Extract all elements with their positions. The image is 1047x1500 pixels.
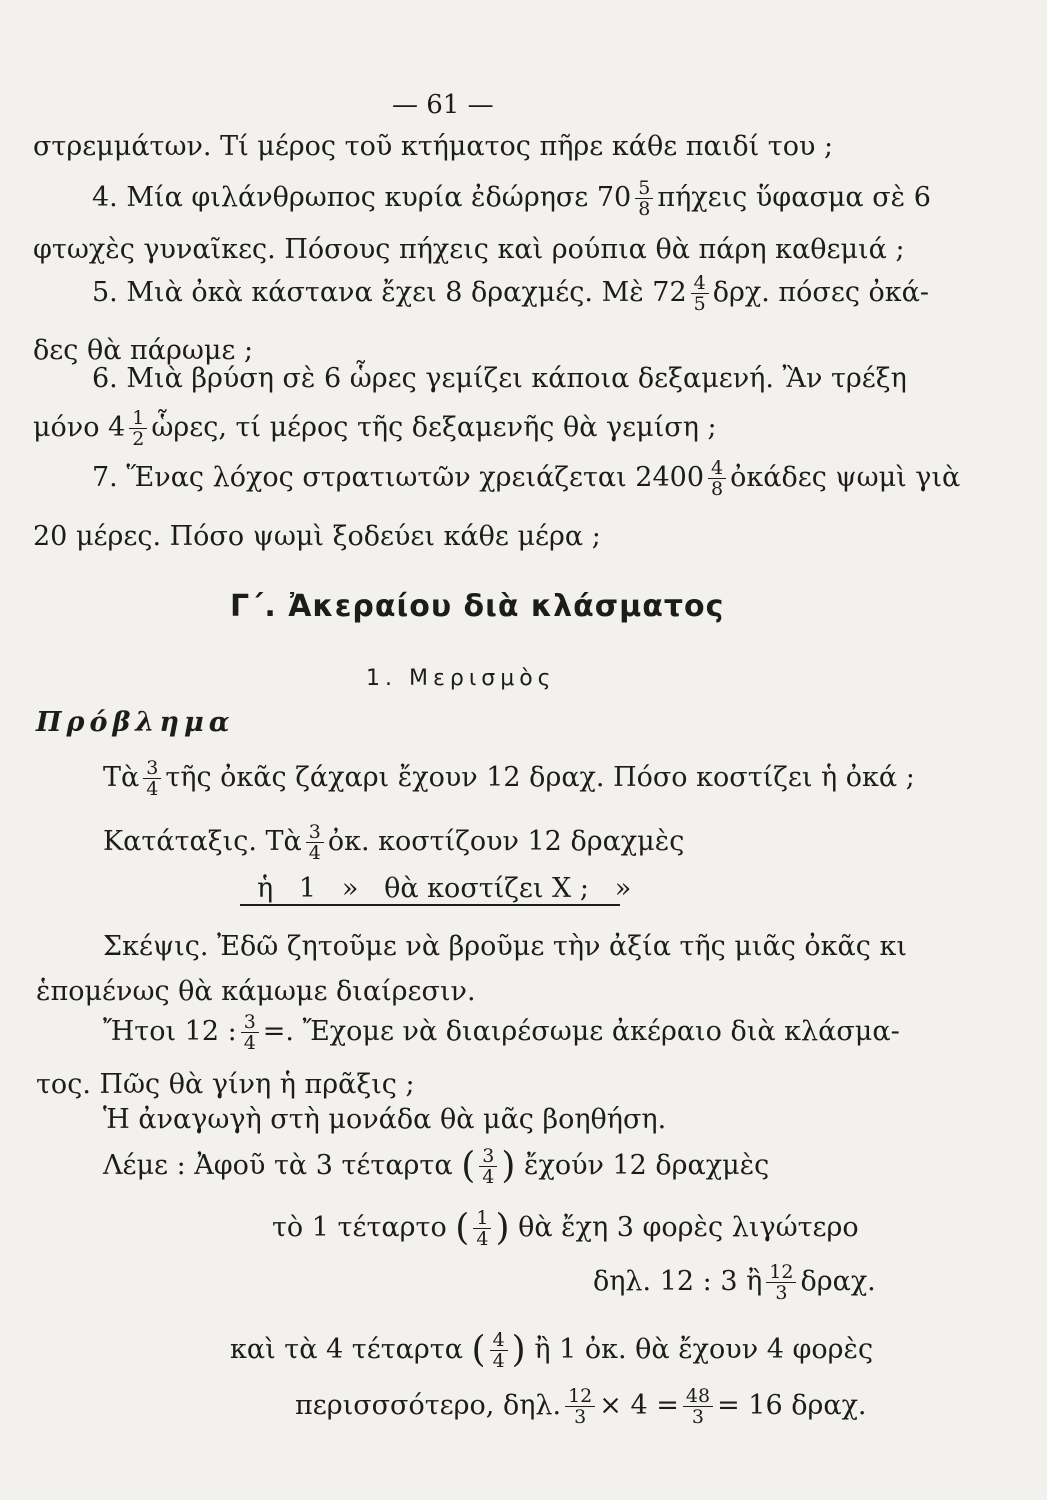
fraction-denominator: 8: [638, 198, 651, 220]
exercise-5-text: 5. Μιὰ ὀκὰ κάστανα ἔχει 8 δραχμές. Μὲ 72: [92, 277, 687, 308]
fraction-denominator: 4: [243, 1032, 256, 1054]
fraction-numerator: 3: [306, 822, 324, 843]
fraction: [306, 822, 324, 863]
step-line-5: [295, 1386, 867, 1427]
fraction-numerator: 4: [691, 273, 709, 294]
exercise-5-text: δρχ. πόσες ὀκά-: [712, 277, 930, 308]
fraction-numerator: 12: [766, 1262, 796, 1283]
fraction: [490, 1330, 508, 1371]
fraction: [143, 758, 161, 799]
fraction-numerator: 3: [241, 1012, 259, 1033]
fraction-denominator: 2: [132, 428, 145, 450]
classification-text: Κατάταξις. Τὰ: [103, 826, 302, 857]
classification-text: ὀκ. κοστίζουν 12 δραχμὲς: [327, 826, 685, 857]
reasoning-line-1: Σκέψις. Ἐδῶ ζητοῦμε νὰ βροῦμε τὴν ἀξία τῆς μιᾶς ὀκᾶς κι: [103, 931, 907, 962]
fraction: [691, 273, 709, 314]
fraction: [683, 1386, 713, 1427]
fraction: [766, 1262, 796, 1303]
fraction-numerator: 12: [565, 1386, 595, 1407]
step-text: = 16 δραχ.: [717, 1390, 867, 1421]
left-paren: (: [455, 1207, 470, 1249]
step-line-2: [272, 1208, 859, 1249]
exercise-4-text: 4. Μία φιλάνθρωπος κυρία ἐδώρησε 70: [92, 182, 632, 213]
step-text: περισσσότερο, δηλ.: [295, 1390, 562, 1421]
exercise-4-continued: φτωχὲς γυναῖκες. Πόσους πήχεις καὶ ρούπια θὰ πάρη καθεμιά ;: [33, 234, 905, 265]
fraction-denominator: 3: [691, 1406, 705, 1428]
exercise-6-text: ὧρες, τί μέρος τῆς δεξαμενῆς θὰ γεμίση ;: [151, 412, 717, 443]
left-paren: (: [471, 1329, 486, 1371]
step-line-3: [593, 1262, 876, 1303]
fraction-denominator: 4: [146, 778, 159, 800]
division-line: [103, 1012, 900, 1053]
step-text: Λέμε : Ἀφοῦ τὰ 3 τέταρτα: [103, 1150, 453, 1181]
fraction-denominator: 4: [482, 1166, 495, 1188]
step-text: ἔχούν 12 δραχμὲς: [523, 1150, 770, 1181]
step-text: καὶ τὰ 4 τέταρτα: [230, 1334, 463, 1365]
exercise-7-continued: 20 μέρες. Πόσο ψωμὶ ξοδεύει κάθε μέρα ;: [33, 521, 601, 552]
reduction-line: Ἡ ἀναγωγὴ στὴ μονάδα θὰ μᾶς βοηθήση.: [103, 1104, 667, 1135]
step-line-4: [230, 1330, 873, 1371]
fraction: [708, 458, 726, 499]
section-heading: Γ΄. Ἀκεραίου διὰ κλάσματος: [230, 589, 725, 624]
problem-label: Πρόβλημα: [36, 707, 235, 738]
step-text: × 4 =: [599, 1390, 679, 1421]
right-paren: ): [501, 1145, 516, 1187]
problem-text: Τὰ: [103, 762, 140, 793]
exercise-7: [92, 458, 960, 499]
fraction: [479, 1146, 497, 1187]
exercise-6-text: μόνο 4: [33, 412, 126, 443]
exercise-7-text: 7. Ἕνας λόχος στρατιωτῶν χρειάζεται 2400: [92, 462, 704, 493]
fraction-denominator: 4: [476, 1228, 489, 1250]
step-text: τὸ 1 τέταρτο: [272, 1212, 447, 1243]
exercise-5: [92, 273, 929, 314]
fraction-numerator: 1: [129, 408, 147, 429]
step-line-1: [103, 1146, 769, 1187]
page-number: — 61 —: [392, 90, 494, 120]
division-text: Ἤτοι 12 :: [103, 1016, 237, 1047]
exercise-text-line: στρεμμάτων. Τί μέρος τοῦ κτήματος πῆρε κάθε παιδί του ;: [33, 131, 834, 162]
exercise-4-text: πήχεις ὕφασμα σὲ 6: [657, 182, 931, 213]
fraction-numerator: 48: [683, 1386, 713, 1407]
right-paren: ): [511, 1329, 526, 1371]
fraction: [473, 1208, 491, 1249]
exercise-4: [92, 178, 931, 219]
exercise-5-continued: δες θὰ πάρωμε ;: [33, 335, 254, 366]
fraction-numerator: 4: [490, 1330, 508, 1351]
section-subheading: 1. Μερισμὸς: [366, 666, 556, 691]
division-line-continued: τος. Πῶς θὰ γίνη ἡ πρᾶξις ;: [36, 1069, 415, 1100]
fraction-denominator: 4: [308, 842, 321, 864]
step-text: δραχ.: [800, 1266, 876, 1297]
division-text: =. Ἔχομε νὰ διαιρέσωμε ἀκέραιο διὰ κλάσμα-: [262, 1016, 900, 1047]
exercise-6: 6. Μιὰ βρύση σὲ 6 ὧρες γεμίζει κάποια δεξαμενή. Ἂν τρέξη: [92, 363, 907, 394]
fraction-denominator: 3: [574, 1406, 587, 1428]
step-text: θὰ ἔχη 3 φορὲς λιγώτερο: [518, 1212, 859, 1243]
classification-line-1: [103, 822, 684, 863]
problem-statement: [103, 758, 915, 799]
exercise-7-text: ὀκάδες ψωμὶ γιὰ: [730, 462, 961, 493]
fraction-denominator: 4: [492, 1350, 505, 1372]
fraction: [241, 1012, 259, 1053]
fraction-denominator: 3: [775, 1282, 788, 1304]
fraction: [565, 1386, 595, 1427]
reasoning-line-2: ἑπομένως θὰ κάμωμε διαίρεσιν.: [36, 976, 476, 1007]
fraction-denominator: 8: [711, 478, 724, 500]
step-text: δηλ. 12 : 3 ἢ: [593, 1266, 763, 1297]
left-paren: (: [461, 1145, 476, 1187]
right-paren: ): [495, 1207, 510, 1249]
fraction-denominator: 5: [693, 293, 706, 315]
fraction-numerator: 3: [143, 758, 161, 779]
fraction-numerator: 4: [708, 458, 726, 479]
underline-rule: [240, 904, 620, 906]
fraction-numerator: 3: [479, 1146, 497, 1167]
step-text: ἢ 1 ὀκ. θὰ ἔχουν 4 φορὲς: [534, 1334, 874, 1365]
classification-line-2: ἡ 1 » θὰ κοστίζει Χ ; »: [257, 873, 632, 904]
exercise-6-continued: [33, 408, 717, 449]
fraction-numerator: 5: [635, 178, 653, 199]
fraction: [129, 408, 147, 449]
fraction: [635, 178, 653, 219]
fraction-numerator: 1: [473, 1208, 491, 1229]
problem-text: τῆς ὀκᾶς ζάχαρι ἔχουν 12 δραχ. Πόσο κοστίζει ἡ ὀκά ;: [165, 762, 915, 793]
